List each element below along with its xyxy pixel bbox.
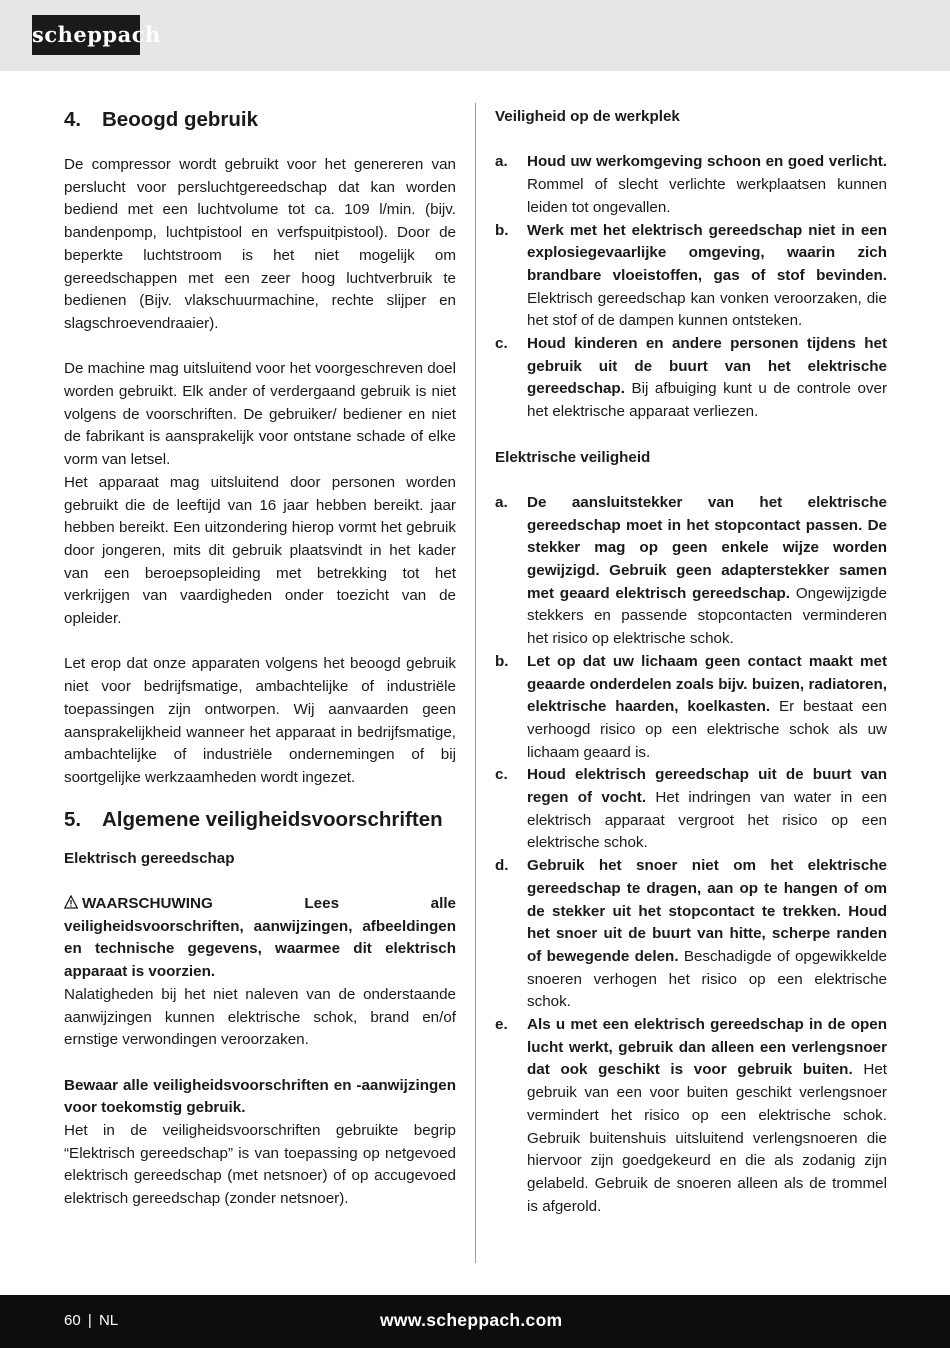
footer-separator: | bbox=[87, 1312, 92, 1329]
list-item-bold: De aansluitstekker van het elektrische gereedschap moet in het stopcontact passen. De stekker mag op geen enkele wijze worden gewijzigd. Gebruik geen adapterstekker samen met geaard elektrisch gereedschap. bbox=[527, 493, 887, 602]
list-item-text: Elektrisch gereedschap kan vonken veroorzaken, die het stof of de dampen kunnen ontsteken. bbox=[527, 289, 887, 330]
keep-instructions-text: Het in de veiligheidsvoorschriften gebruikte begrip “Elektrisch gereedschap” is van toepassing op netgevoed elektrisch gereedschap (met netsnoer) of op accugevoed elektrisch gereedschap (zonder netsnoer). bbox=[64, 1122, 456, 1208]
section-5-number: 5. bbox=[64, 807, 82, 831]
workplace-list bbox=[495, 151, 887, 423]
list-item-text: Rommel of slecht verlichte werkplaatsen kunnen leiden tot ongevallen. bbox=[527, 176, 887, 216]
subheading-workplace-safety: Veiligheid op de werkplek bbox=[495, 108, 680, 125]
page-header bbox=[0, 0, 950, 71]
language-code: NL bbox=[98, 1312, 119, 1329]
intended-use-paragraph-3: Het apparaat mag uitsluitend door personen worden gebruikt die de leeftijd van 16 jaar hebben bereikt. jaar hebben bereikt. Een uitzondering hierop vormt het gebruik door jongeren, mits dit gebruik plaatsvindt in het kader van een beroepsopleiding met betrekking tot het verkrijgen van vaardigheden onder toezicht van de opleider. bbox=[64, 473, 456, 628]
list-item-label: b. bbox=[495, 221, 509, 239]
section-4-heading bbox=[64, 106, 456, 134]
list-item-label: d. bbox=[495, 857, 509, 875]
warning-bold-text bbox=[64, 893, 456, 984]
section-5-title: Algemene veiligheidsvoorschriften bbox=[102, 807, 443, 831]
list-item bbox=[495, 151, 887, 219]
list-item bbox=[495, 492, 887, 651]
section-4-number: 4. bbox=[64, 108, 82, 131]
brand-logo: scheppach bbox=[32, 15, 140, 55]
list-item-label: a. bbox=[495, 153, 508, 171]
website-link[interactable]: www.scheppach.com bbox=[380, 1310, 563, 1330]
subheading-electrical-safety: Elektrische veiligheid bbox=[495, 448, 651, 466]
intended-use-paragraph-2: De machine mag uitsluitend voor het voorgeschreven doel worden gebruikt. Elk ander of verdergaand gebruik is niet volgens de voorschriften. De gebruiker/ bediener en niet de fabrikant is aansprakelijk voor ontstane schade of elke vorm van letsel. bbox=[64, 360, 456, 469]
warning-bold-label: WAARSCHUWING Lees alle veiligheidsvoorschriften, aanwijzingen, afbeeldingen en technische gegevens, waarmee dit elektrisch apparaat is voorzien. bbox=[64, 895, 456, 981]
subheading-electric-tool: Elektrisch gereedschap bbox=[64, 849, 235, 867]
list-item-label: b. bbox=[495, 652, 509, 670]
list-item-text: Er bestaat een verhoogd risico op een elektrische schok als uw lichaam geaard is. bbox=[527, 698, 887, 761]
intended-use-paragraph-1: De compressor wordt gebruikt voor het genereren van perslucht voor persluchtgereedschap dat kan worden bediend met een luchtvolume tot ca. 109 l/min. (bijv. bandenpomp, luchtpistool en verfspuitpistool). Door de beperkte luchtstroom is het niet mogelijk om gereedschappen met een zeer hoog luchtverbruik te bedienen (Bijv. vlakschuurmachine, rechte slijper en slagschroevendraaier). bbox=[64, 156, 456, 332]
list-item-text: Beschadigde of opgewikkelde snoeren verhogen het risico op een elektrische schok. bbox=[527, 947, 887, 1011]
page-footer bbox=[0, 1295, 950, 1348]
list-item-text: Het indringen van water in een elektrisch apparaat vergroot het risico op een elektrische schok. bbox=[527, 789, 887, 852]
list-item-bold: Werk met het elektrisch gereedschap niet in een explosiegevaarlijke omgeving, waarin zich brandbare vloeistoffen, gas of stof bevinden. bbox=[527, 221, 887, 284]
warning-triangle-icon bbox=[64, 895, 78, 909]
right-column bbox=[495, 106, 887, 1218]
electrical-list bbox=[495, 492, 887, 1219]
list-item-label: c. bbox=[495, 335, 508, 353]
page-number-block bbox=[64, 1310, 118, 1332]
list-item-text: Ongewijzigde stekkers en passende stopcontacten verminderen het risico op elektrische schok. bbox=[527, 584, 887, 648]
list-item-bold: Gebruik het snoer niet om het elektrische gereedschap te dragen, aan op te hangen of om de stekker uit het stopcontact te trekken. Houd het snoer uit de buurt van hitte, scherpe randen of bewegende delen. bbox=[527, 857, 887, 965]
list-item-text: Het gebruik van een voor buiten geschikt verlengsnoer vermindert het risico op een elektrische schok. Gebruik buitenshuis uitsluitend verlengsnoeren die hiervoor zijn goedgekeurd en die als zodanig zijn gelabeld. Gebruik de snoeren alleen als de trommel is afgerold. bbox=[527, 1061, 887, 1215]
list-item bbox=[495, 1014, 887, 1218]
list-item-text: Bij afbuiging kunt u de controle over het elektrische apparaat verliezen. bbox=[527, 380, 887, 421]
list-item-label: e. bbox=[495, 1016, 508, 1034]
list-item-bold: Houd uw werkomgeving schoon en goed verlicht. bbox=[527, 153, 887, 171]
list-item bbox=[495, 220, 887, 334]
list-item bbox=[495, 855, 887, 1014]
intended-use-paragraph-4: Let erop dat onze apparaten volgens het beoogd gebruik niet voor bedrijfsmatige, ambachtelijke of industriële toepassingen zijn ontworpen. Wij aanvaarden geen aansprakelijkheid wanneer het apparaat in bedrijfsmatige, ambachtelijke of industriële ondernemingen of bij soortgelijke werkzaamheden wordt ingezet. bbox=[64, 655, 456, 786]
list-item-label: c. bbox=[495, 766, 508, 784]
left-column bbox=[64, 106, 456, 1211]
list-item-bold: Houd elektrisch gereedschap uit de buurt van regen of vocht. bbox=[527, 766, 887, 807]
list-item-label: a. bbox=[495, 493, 508, 511]
list-item bbox=[495, 651, 887, 765]
list-item-bold: Let op dat uw lichaam geen contact maakt met geaarde onderdelen zoals bijv. buizen, radiatoren, elektrische haarden, koelkasten. bbox=[527, 652, 887, 716]
list-item bbox=[495, 764, 887, 855]
keep-instructions-bold: Bewaar alle veiligheidsvoorschriften en -aanwijzingen voor toekomstig gebruik. bbox=[64, 1076, 456, 1117]
list-item-bold: Houd kinderen en andere personen tijdens het gebruik uit de buurt van het elektrische gereedschap. bbox=[527, 335, 887, 398]
list-item-bold: Als u met een elektrisch gereedschap in de open lucht werkt, gebruik dan alleen een verlengsnoer dat ook geschikt is voor gebruik buiten. bbox=[527, 1016, 887, 1079]
column-divider bbox=[475, 103, 476, 1263]
section-4-title: Beoogd gebruik bbox=[102, 108, 259, 131]
warning-text: Nalatigheden bij het niet naleven van de onderstaande aanwijzingen kunnen elektrische schok, brand en/of ernstige verwondingen veroorzaken. bbox=[64, 985, 456, 1049]
section-5-heading bbox=[64, 806, 456, 834]
page-number: 60 bbox=[64, 1312, 81, 1329]
list-item bbox=[495, 333, 887, 424]
